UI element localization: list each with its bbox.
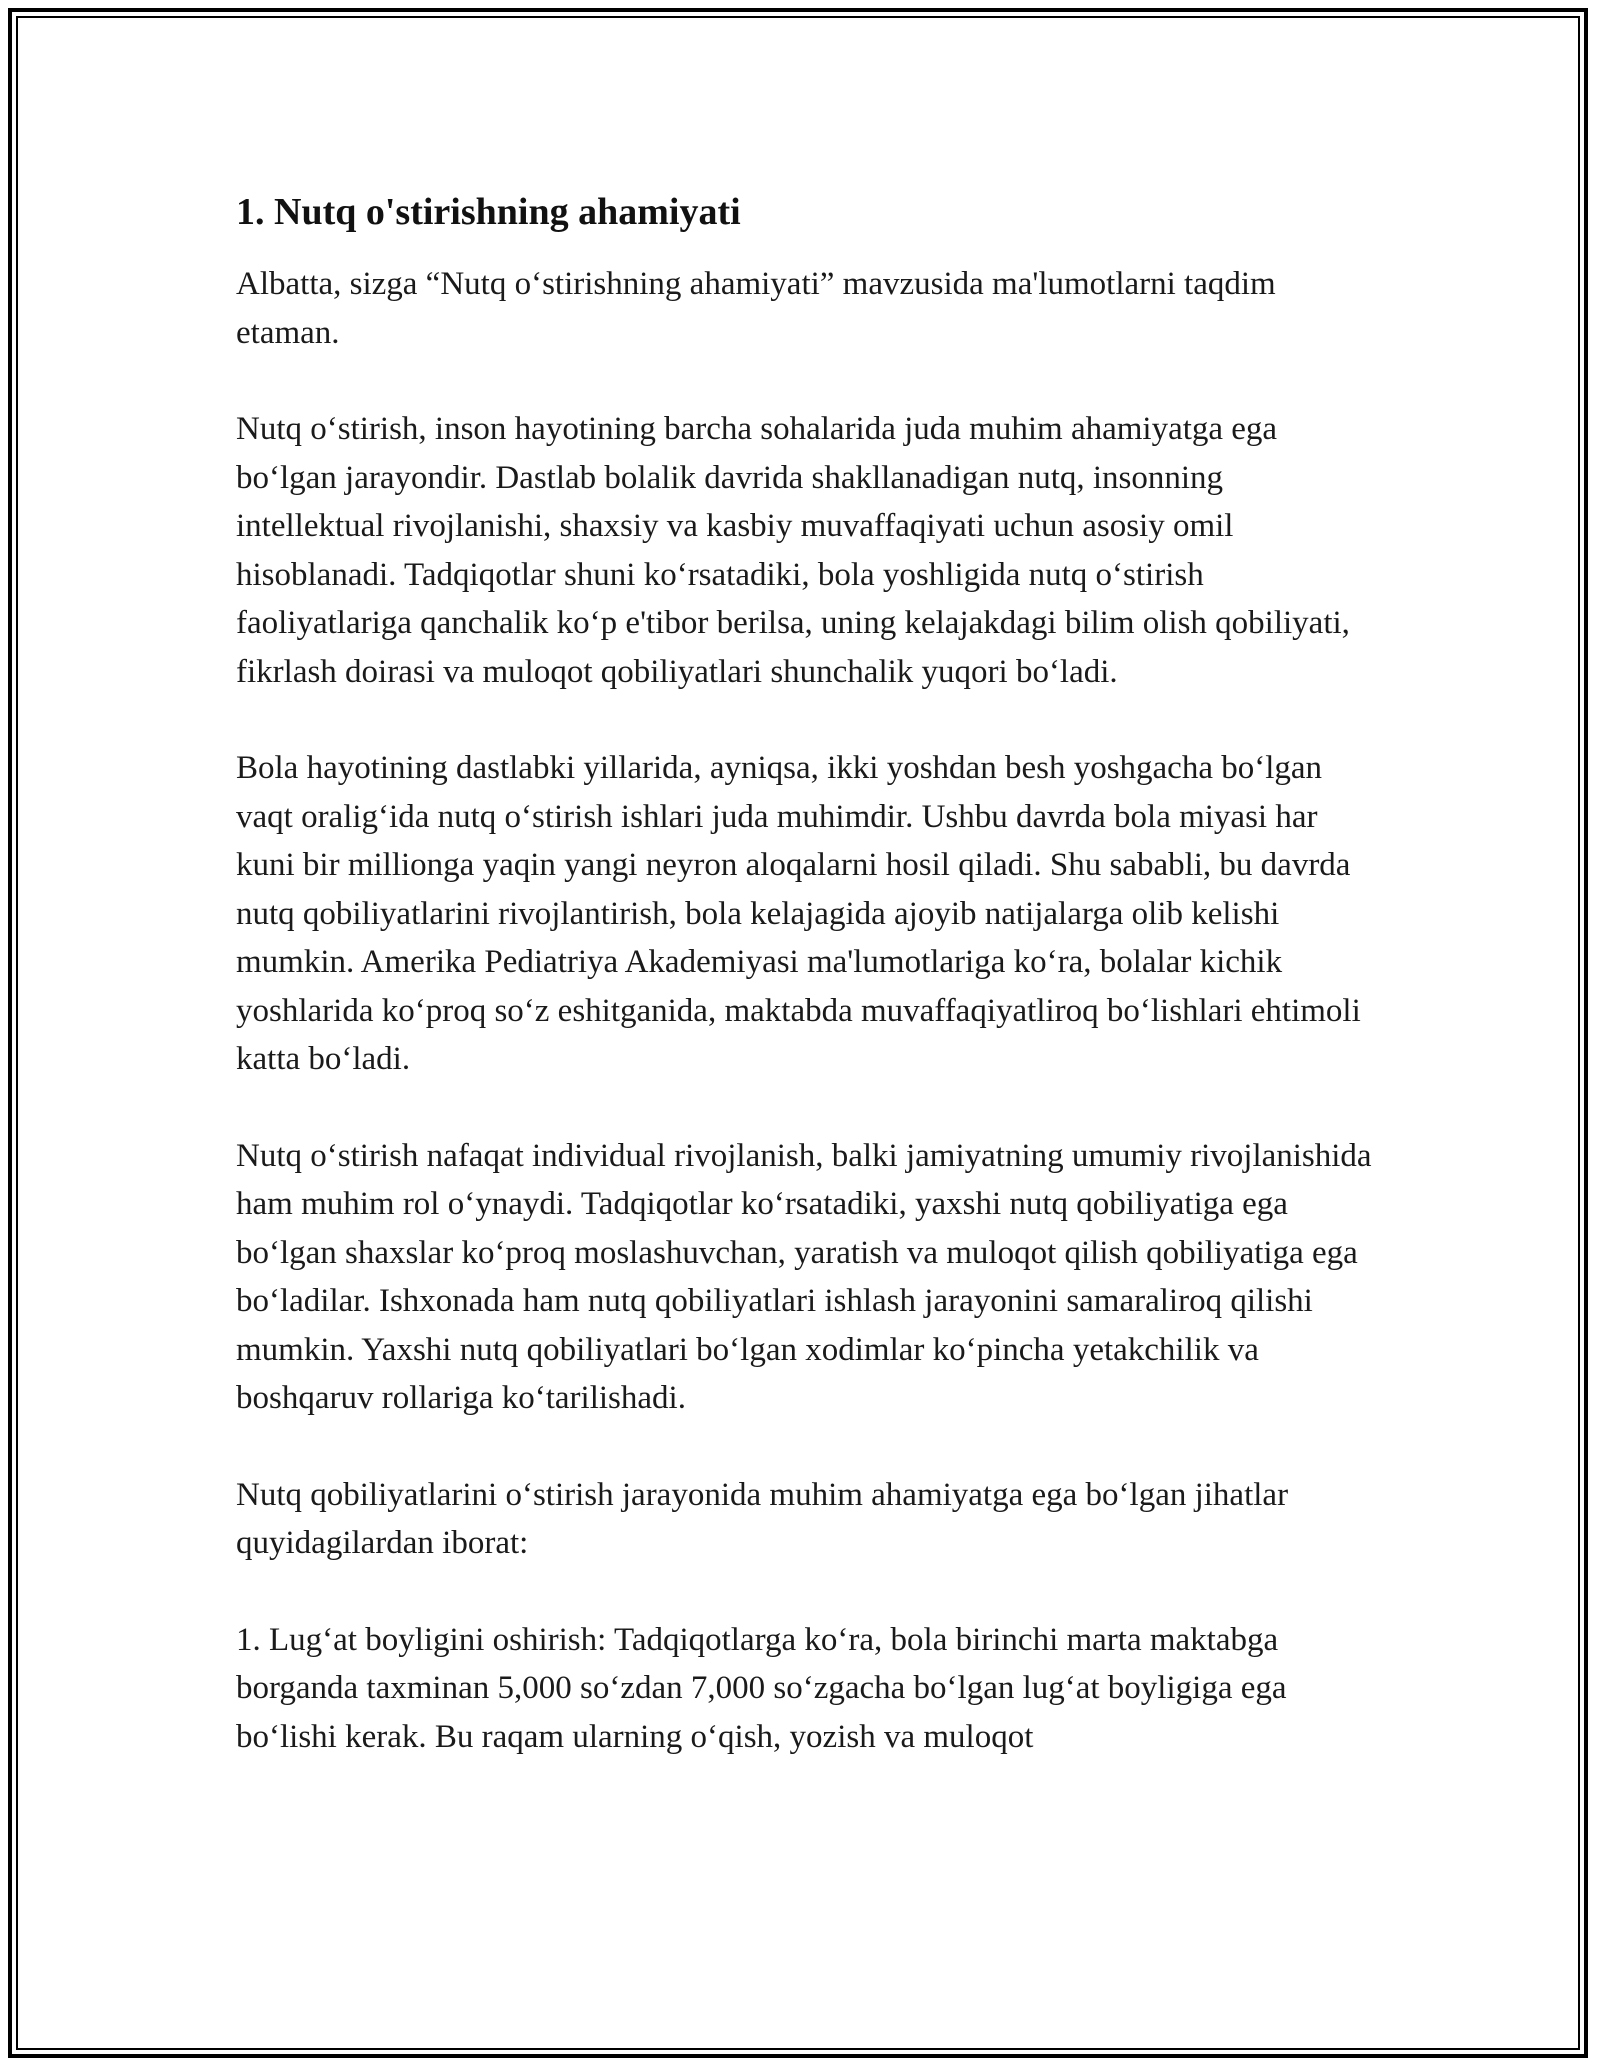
- section-heading: 1. Nutq o'stirishning ahamiyati: [236, 191, 741, 233]
- paragraph-intro: Albatta, sizga “Nutq oʻstirishning ahamiyati” mavzusida ma'lumotlarni taqdim etaman.: [236, 266, 1276, 351]
- document-body: [236, 186, 1376, 1809]
- paragraph-2: Bola hayotining dastlabki yillarida, ayniqsa, ikki yoshdan besh yoshgacha boʻlgan vaqt oraligʻida nutq oʻstirish ishlari juda muhimdir. Ushbu davrda bola miyasi har kuni bir millionga yaqin yangi neyron aloqalarni hosil qiladi. Shu sababli, bu davrda nutq qobiliyatlarini rivojlantirish, bola kelajagida ajoyib natijalarga olib kelishi mumkin. Amerika Pediatriya Akademiyasi ma'lumotlariga koʻra, bolalar kichik yoshlarida koʻproq soʻz eshitganida, maktabda muvaffaqiyatliroq boʻlishlari ehtimoli katta boʻladi.: [236, 750, 1361, 1077]
- list-item-1: 1. Lugʻat boyligini oshirish: Tadqiqotlarga koʻra, bola birinchi marta maktabga borganda taxminan 5,000 soʻzdan 7,000 soʻzgacha boʻlgan lugʻat boyligiga ega boʻlishi kerak. Bu raqam ularning oʻqish, yozish va muloqot: [236, 1621, 1287, 1755]
- paragraph-4: Nutq qobiliyatlarini oʻstirish jarayonida muhim ahamiyatga ega boʻlgan jihatlar quyidagilardan iborat:: [236, 1476, 1289, 1561]
- paragraph-1: Nutq oʻstirish, inson hayotining barcha sohalarida juda muhim ahamiyatga ega boʻlgan jarayondir. Dastlab bolalik davrida shakllanadigan nutq, insonning intellektual rivojlanishi, shaxsiy va kasbiy muvaffaqiyati uchun asosiy omil hisoblanadi. Tadqiqotlar shuni koʻrsatadiki, bola yoshligida nutq oʻstirish faoliyatlariga qanchalik koʻp e'tibor berilsa, uning kelajakdagi bilim olish qobiliyati, fikrlash doirasi va muloqot qobiliyatlari shunchalik yuqori boʻladi.: [236, 411, 1350, 690]
- paragraph-3: Nutq oʻstirish nafaqat individual rivojlanish, balki jamiyatning umumiy rivojlanishida ham muhim rol oʻynaydi. Tadqiqotlar koʻrsatadiki, yaxshi nutq qobiliyatiga ega boʻlgan shaxslar koʻproq moslashuvchan, yaratish va muloqot qilish qobiliyatiga ega boʻladilar. Ishxonada ham nutq qobiliyatlari ishlash jarayonini samaraliroq qilishi mumkin. Yaxshi nutq qobiliyatlari boʻlgan xodimlar koʻpincha yetakchilik va boshqaruv rollariga koʻtarilishadi.: [236, 1137, 1372, 1416]
